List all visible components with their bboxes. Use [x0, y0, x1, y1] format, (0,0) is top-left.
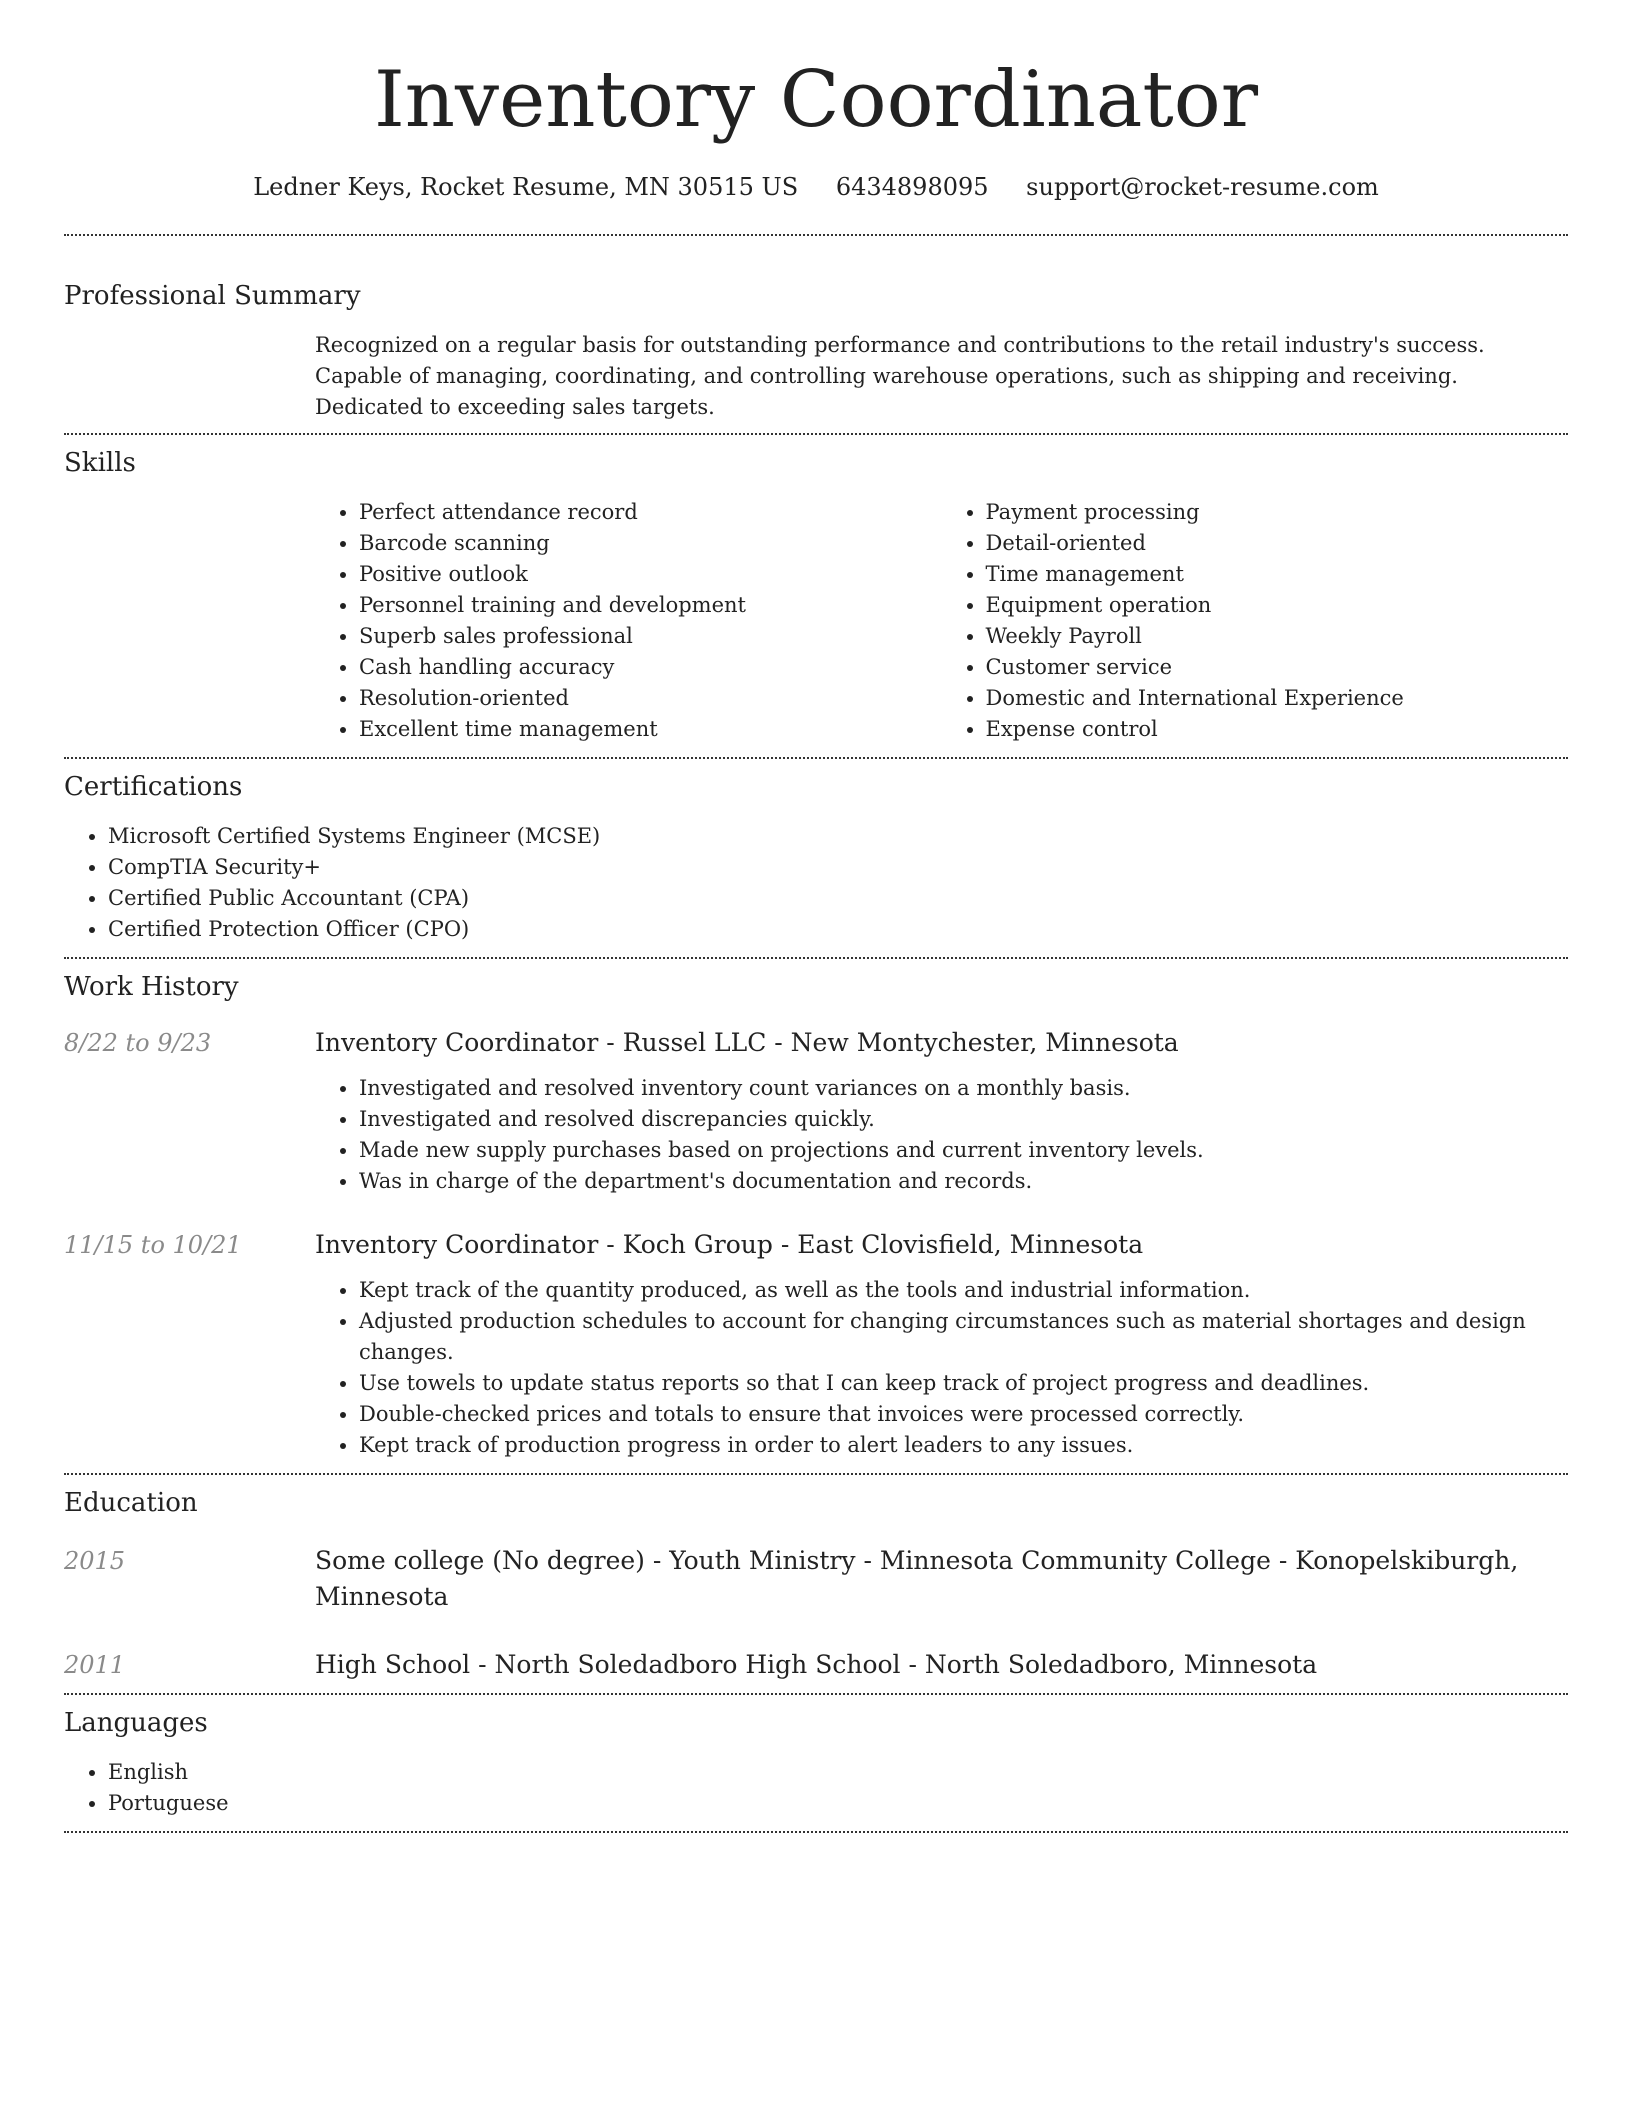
education-content [315, 1647, 1568, 1683]
job-content [315, 1025, 1568, 1197]
job-entry [64, 1025, 1568, 1197]
education-section [64, 1475, 1568, 1693]
skill-item: • Expense control [986, 714, 1569, 745]
skill-item: • Domestic and International Experience [986, 683, 1569, 714]
certification-item: • Certified Public Accountant (CPA) [108, 883, 1568, 914]
languages-section [64, 1695, 1568, 1831]
summary-text: Recognized on a regular basis for outstanding performance and contributions to the retail industry's success. Capable of managing, coordinating, and controlling warehouse operations, such as shipping and receiving. Dedicated to exceeding sales targets. [315, 333, 1485, 419]
job-dates: 11/15 to 10/21 [64, 1231, 242, 1259]
contact-email: support@rocket-resume.com [1026, 173, 1379, 201]
education-heading: Some college (No degree) - Youth Ministry - Minnesota Community College - Konopelskiburgh, Minnesota [315, 1546, 1519, 1611]
skill-item: • Cash handling accuracy [359, 652, 942, 683]
resume-page [64, 0, 1568, 1833]
job-dates: 8/22 to 9/23 [64, 1029, 212, 1057]
skill-item: • Customer service [986, 652, 1569, 683]
certifications-list [64, 821, 1568, 945]
skill-item: • Equipment operation [986, 590, 1569, 621]
job-heading: Inventory Coordinator - Russel LLC - New Montychester, Minnesota [315, 1028, 1179, 1057]
skill-item: • Barcode scanning [359, 528, 942, 559]
skill-item: • Superb sales professional [359, 621, 942, 652]
work-history-title: Work History [64, 972, 239, 1002]
job-bullet: • Adjusted production schedules to account for changing circumstances such as material shortages and design changes. [359, 1306, 1568, 1368]
education-content [315, 1543, 1568, 1615]
job-bullet: • Use towels to update status reports so that I can keep track of project progress and deadlines. [359, 1368, 1568, 1399]
education-entry [64, 1543, 1568, 1615]
job-bullet: • Double-checked prices and totals to ensure that invoices were processed correctly. [359, 1399, 1568, 1430]
job-bullet: • Made new supply purchases based on projections and current inventory levels. [359, 1135, 1568, 1166]
skills-title: Skills [64, 448, 136, 478]
contact-line [64, 170, 1568, 204]
education-entry [64, 1647, 1568, 1683]
skill-item: • Weekly Payroll [986, 621, 1569, 652]
skills-columns [315, 497, 1568, 745]
languages-list [64, 1757, 1568, 1819]
summary-title: Professional Summary [64, 281, 361, 311]
skill-item: • Detail-oriented [986, 528, 1569, 559]
job-bullet: • Kept track of production progress in order to alert leaders to any issues. [359, 1430, 1568, 1461]
skills-section [64, 435, 1568, 757]
skills-list-right [942, 497, 1569, 745]
language-item: • English [108, 1757, 1568, 1788]
job-bullet: • Kept track of the quantity produced, as well as the tools and industrial information. [359, 1275, 1568, 1306]
contact-address: Ledner Keys, Rocket Resume, MN 30515 US [253, 173, 799, 201]
job-bullet: • Investigated and resolved inventory count variances on a monthly basis. [359, 1073, 1568, 1104]
job-heading: Inventory Coordinator - Koch Group - East Clovisfield, Minnesota [315, 1230, 1144, 1259]
certification-item: • Certified Protection Officer (CPO) [108, 914, 1568, 945]
job-bullets [315, 1275, 1568, 1461]
certification-item: • Microsoft Certified Systems Engineer (MCSE) [108, 821, 1568, 852]
certifications-section [64, 759, 1568, 957]
education-year: 2015 [64, 1547, 126, 1575]
job-bullets [315, 1073, 1568, 1197]
skill-item: • Perfect attendance record [359, 497, 942, 528]
skill-item: • Positive outlook [359, 559, 942, 590]
certification-item: • CompTIA Security+ [108, 852, 1568, 883]
language-item: • Portuguese [108, 1788, 1568, 1819]
job-entry [64, 1227, 1568, 1461]
work-history-section [64, 959, 1568, 1473]
education-heading: High School - North Soledadboro High School - North Soledadboro, Minnesota [315, 1650, 1318, 1679]
skills-list-left [315, 497, 942, 745]
certifications-title: Certifications [64, 772, 243, 802]
skill-item: • Excellent time management [359, 714, 942, 745]
section-divider [64, 1831, 1568, 1833]
skill-item: • Personnel training and development [359, 590, 942, 621]
skill-item: • Resolution-oriented [359, 683, 942, 714]
job-bullet: • Was in charge of the department's documentation and records. [359, 1166, 1568, 1197]
skill-item: • Time management [986, 559, 1569, 590]
education-title: Education [64, 1488, 198, 1518]
job-bullet: • Investigated and resolved discrepancies quickly. [359, 1104, 1568, 1135]
job-content [315, 1227, 1568, 1461]
resume-name: Inventory Coordinator [373, 55, 1259, 145]
contact-phone: 6434898095 [835, 173, 989, 201]
summary-section [64, 236, 1568, 433]
education-year: 2011 [64, 1651, 126, 1679]
skill-item: • Payment processing [986, 497, 1569, 528]
languages-title: Languages [64, 1708, 208, 1738]
